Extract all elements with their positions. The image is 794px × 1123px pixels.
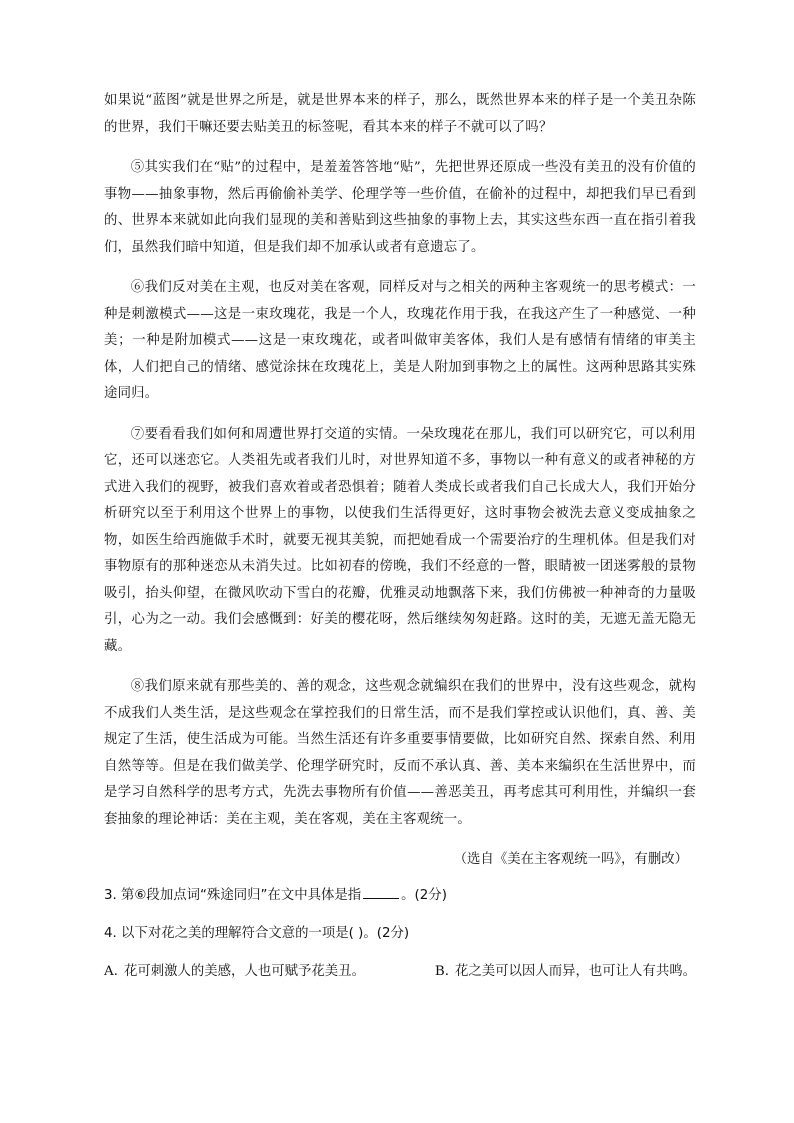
question-3-score: 。(2分)	[401, 888, 447, 903]
option-b[interactable]	[435, 959, 696, 985]
question-3	[104, 883, 696, 909]
option-b-label: B.	[434, 964, 449, 979]
option-a-label: A.	[104, 964, 118, 979]
question-3-text: 3. 第⑥段加点词“殊途同归”在文中具体是指	[104, 888, 362, 903]
paragraph-intro: 如果说“蓝图”就是世界之所是，就是世界本来的样子，那么，既然世界本来的样子是一个美丑杂陈的世界，我们干嘛还要去贴美丑的标签呢，看其本来的样子不就可以了吗？	[104, 93, 696, 135]
answer-blank[interactable]	[363, 884, 399, 899]
option-b-text: 花之美可以因人而异，也可让人有共鸣。	[454, 964, 696, 979]
question-4-options	[104, 959, 696, 985]
paragraph-8: ⑧我们原来就有那些美的、善的观念，这些观念就编织在我们的世界中，没有这些观念，就构不成我们人类生活，是这些观念在掌控我们的日常生活，而不是我们掌控或认识他们，真、善、美规定了生活，使生活成为可能。当然生活还有许多重要事情要做，比如研究自然、探索自然、利用自然等等。但是在我们做美学、伦理学研究时，反而不承认真、善、美本来编织在生活世界中，而是学习自然科学的思考方式，先洗去事物所有价值——善恶美丑，再考虑其可利用性，并编织一套套抽象的理论神话：美在主观，美在客观，美在主客观统一。	[104, 679, 696, 827]
question-4: 4. 以下对花之美的理解符合文意的一项是( )。(2分)	[104, 926, 410, 941]
option-a-text: 花可刺激人的美感，人也可赋予花美丑。	[123, 964, 365, 979]
paragraph-5: ⑤其实我们在“贴”的过程中，是羞羞答答地“贴”，先把世界还原成一些没有美丑的没有价值的事物——抽象事物，然后再偷偷补美学、伦理学等一些价值，在偷补的过程中，却把我们早已看到的、世界本来就如此向我们显现的美和善贴到这些抽象的事物上去，其实这些东西一直在指引着我们，虽然我们暗中知道，但是我们却不加承认或者有意遗忘了。	[104, 160, 696, 255]
paragraph-7: ⑦要看看我们如何和周遭世界打交道的实情。一朵玫瑰花在那儿，我们可以研究它，可以利用它，还可以迷恋它。人类祖先或者我们儿时，对世界知道不多，事物以一种有意义的或者神秘的方式进入我们的视野，被我们喜欢着或者恐惧着；随着人类成长或者我们自己长成大人，我们开始分析研究以至于利用这个世界上的事物，以使我们生活得更好，这时事物会被洗去意义变成抽象之物，如医生给西施做手术时，就要无视其美貌，而把她看成一个需要治疗的生理机体。但是我们对事物原有的那种迷恋从未消失过。比如初春的傍晚，我们不经意的一瞥，眼睛被一团迷雾般的景物吸引，抬头仰望，在微风吹动下雪白的花瓣，优雅灵动地飘落下来，我们仿佛被一种神奇的力量吸引，心为之一动。我们会感慨到：好美的樱花呀，然后继续匆匆赶路。这时的美，无遮无盖无隐无藏。	[104, 426, 696, 654]
option-a[interactable]	[104, 959, 365, 985]
paragraph-6: ⑥我们反对美在主观，也反对美在客观，同样反对与之相关的两种主客观统一的思考模式：一种是刺激模式——这是一束玫瑰花，我是一个人，玫瑰花作用于我，在我这产生了一种感觉、一种美；一种是附加模式——这是一束玫瑰花，或者叫做审美客体，我们人是有感情有情绪的审美主体，人们把自己的情绪、感觉涂抹在玫瑰花上，美是人附加到事物之上的属性。这两种思路其实殊途同归。	[104, 280, 696, 401]
source-citation: （选自《美在主客观统一吗》，有删改）	[453, 852, 688, 867]
document-page	[104, 88, 696, 985]
